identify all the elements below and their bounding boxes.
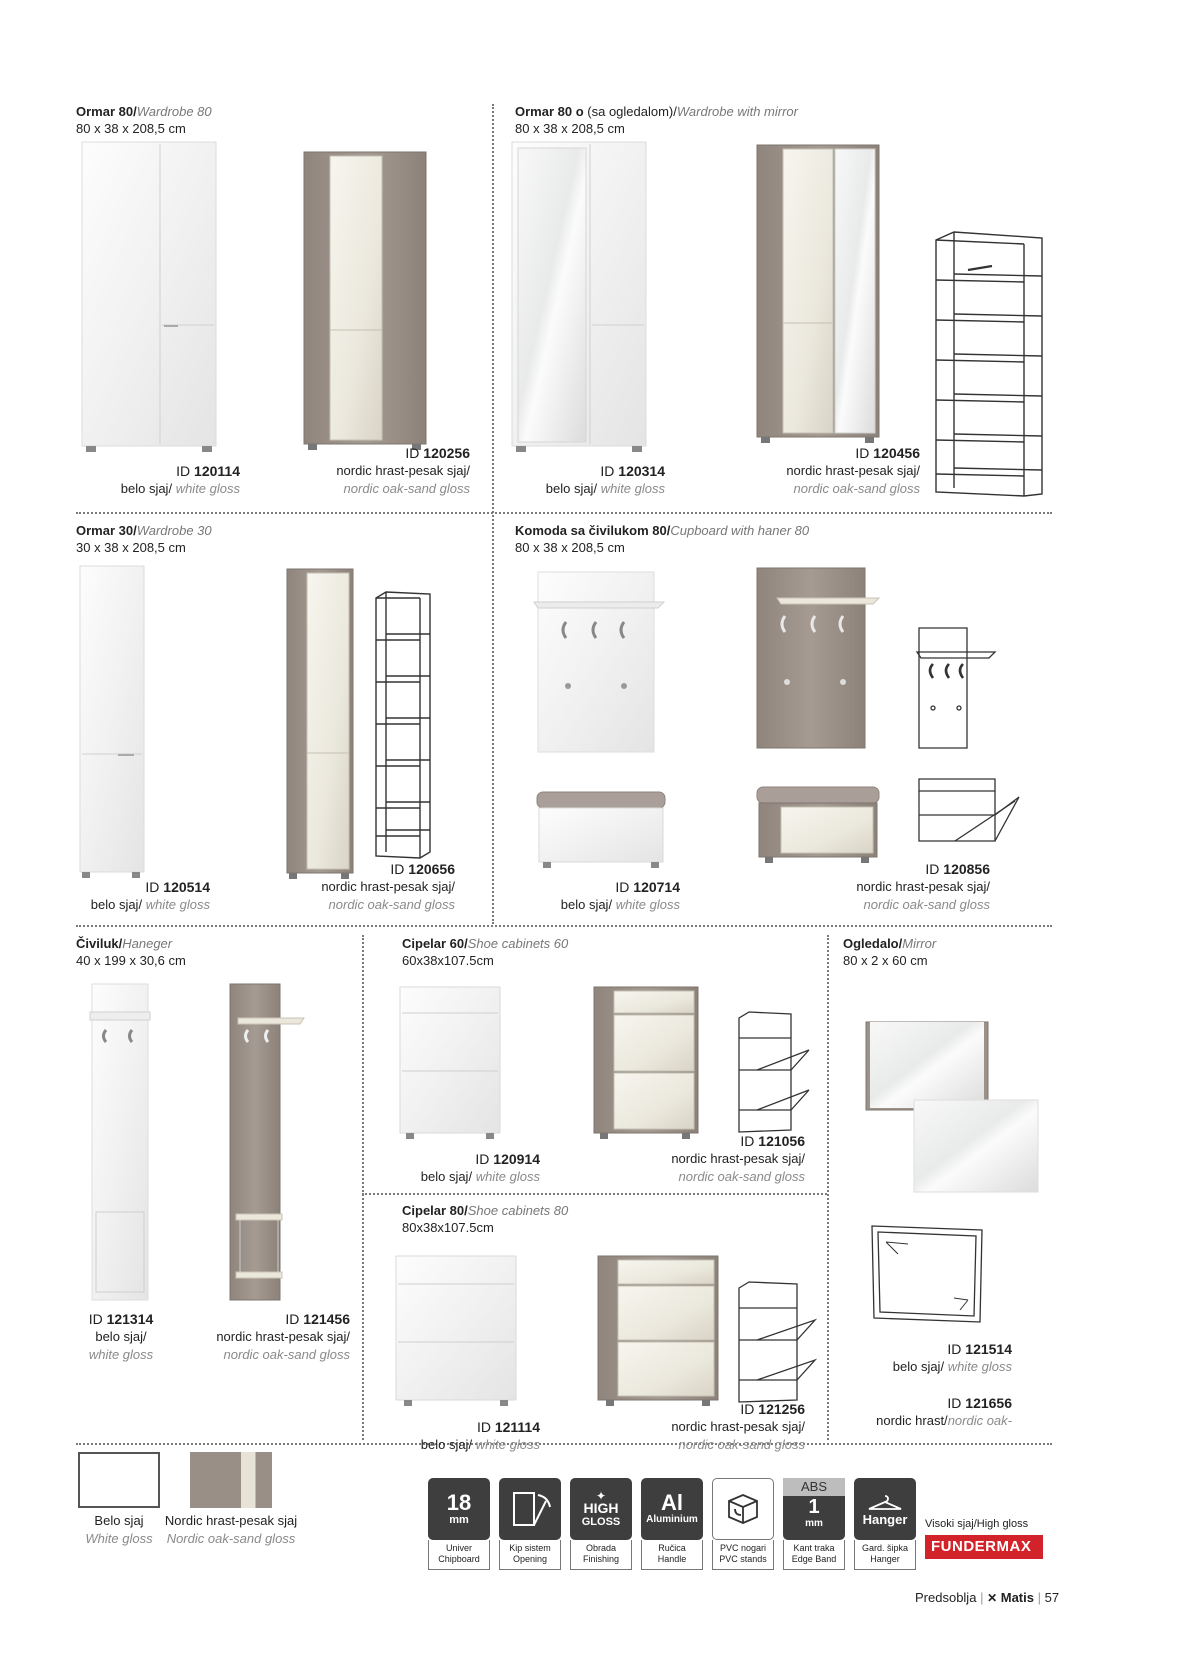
id-civiluk-oak: ID 121456	[285, 1311, 350, 1327]
bench-white-image	[535, 790, 667, 872]
section-title-ormar80: Ormar 80/Wardrobe 80	[76, 104, 212, 119]
finish-cipelar60-oak-en: nordic oak-sand gloss	[678, 1169, 805, 1184]
finish-ormar30-oak-en: nordic oak-sand gloss	[328, 897, 455, 912]
id-ormar80o-white: ID 120314	[600, 463, 665, 479]
wardrobe-30-oak-image	[285, 567, 355, 885]
finish-ormar80o-white: belo sjaj/ white gloss	[545, 481, 665, 496]
feature-hanger: Hanger Gard. šipka Hanger	[854, 1478, 916, 1570]
shoe-cabinet-60-white-image	[398, 985, 502, 1145]
dims-ormar30: 30 x 38 x 208,5 cm	[76, 540, 186, 555]
chipboard-18mm-icon: 18 mm	[428, 1478, 490, 1540]
finish-civiluk-oak-sr: nordic hrast-pesak sjaj/	[216, 1329, 350, 1344]
section-title-cipelar80: Cipelar 80/Shoe cabinets 80	[402, 1203, 569, 1218]
section-title-cipelar60: Cipelar 60/Shoe cabinets 60	[402, 936, 569, 951]
id-ogledalo-white: ID 121514	[947, 1341, 1012, 1357]
aluminium-handle-icon: Al Aluminium	[641, 1478, 703, 1540]
wardrobe-80-oak-image	[302, 150, 428, 456]
wardrobe-30-white-image	[78, 564, 148, 886]
footer-section: Predsoblja	[915, 1590, 977, 1605]
shoe-cabinet-80-oak-image	[596, 1254, 720, 1410]
page-number: 57	[1044, 1590, 1060, 1605]
wardrobe-30-interior-drawing	[372, 590, 434, 862]
id-cipelar80-oak: ID 121256	[740, 1401, 805, 1417]
high-gloss-icon: ✦ HIGH GLOSS	[570, 1478, 632, 1540]
mirror-drawing	[868, 1222, 986, 1326]
divider-h-3	[362, 1193, 827, 1195]
dims-ormar80o: 80 x 38 x 208,5 cm	[515, 121, 625, 136]
section-title-ormar80o: Ormar 80 o (sa ogledalom)/Wardrobe with mirror	[515, 104, 798, 119]
dims-komoda: 80 x 38 x 208,5 cm	[515, 540, 625, 555]
finish-cipelar80-white: belo sjaj/ white gloss	[420, 1437, 540, 1452]
divider-h-4	[76, 1443, 1052, 1445]
shoe-cabinet-60-drawing	[735, 1010, 811, 1136]
swatch-white-label-en: White gloss	[85, 1531, 153, 1546]
high-gloss-label: Visoki sjaj/High gloss	[925, 1518, 1029, 1530]
finish-cipelar60-oak-sr: nordic hrast-pesak sjaj/	[671, 1151, 805, 1166]
section-title-ogledalo: Ogledalo/Mirror	[843, 936, 937, 951]
hanger-panel-white-image	[88, 982, 152, 1304]
shoe-cabinet-80-white-image	[394, 1254, 518, 1410]
finish-cipelar60-white: belo sjaj/ white gloss	[420, 1169, 540, 1184]
dims-cipelar60: 60x38x107.5cm	[402, 953, 494, 968]
section-title-ormar30: Ormar 30/Wardrobe 30	[76, 523, 212, 538]
dims-ogledalo: 80 x 2 x 60 cm	[843, 953, 928, 968]
dims-cipelar80: 80x38x107.5cm	[402, 1220, 494, 1235]
swatch-white-label-sr: Belo sjaj	[94, 1513, 144, 1528]
wardrobe-mirror-white-image	[510, 140, 650, 460]
id-cipelar80-white: ID 121114	[476, 1419, 540, 1435]
id-ormar80-white: ID 120114	[176, 463, 240, 479]
finish-cipelar80-oak-sr: nordic hrast-pesak sjaj/	[671, 1419, 805, 1434]
id-ogledalo-oak: ID 121656	[947, 1395, 1012, 1411]
feature-high-gloss: ✦ HIGH GLOSS Obrada Finishing	[570, 1478, 632, 1570]
id-ormar80o-oak: ID 120456	[855, 445, 920, 461]
feature-aluminium-handle: Al Aluminium Ručica Handle	[641, 1478, 703, 1570]
abs-edge-band-icon: ABS 1 mm	[783, 1478, 845, 1540]
divider-v-top	[492, 104, 494, 924]
finish-ogledalo-oak: nordic hrast/nordic oak-	[876, 1413, 1012, 1428]
section-title-komoda: Komoda sa čivilukom 80/Cupboard with haner 80	[515, 523, 810, 538]
finish-civiluk-white-sr: belo sjaj/	[95, 1329, 147, 1344]
finish-ogledalo-white: belo sjaj/ white gloss	[892, 1359, 1012, 1374]
finish-komoda-oak-en: nordic oak-sand gloss	[863, 897, 990, 912]
page-footer: Predsoblja | ✕ Matis | 57	[915, 1590, 1060, 1605]
id-ormar30-white: ID 120514	[145, 879, 210, 895]
divider-v-bottom-right	[827, 935, 829, 1440]
finish-ormar80-oak-en: nordic oak-sand gloss	[343, 481, 470, 496]
id-ormar80-oak: ID 120256	[405, 445, 470, 461]
feature-pvc-stands: PVC nogari PVC stands	[712, 1478, 774, 1570]
bench-drawing	[915, 775, 1021, 845]
feature-chipboard: 18 mm Univer Chipboard	[428, 1478, 490, 1570]
coat-panel-white-image	[532, 570, 668, 756]
mirror-white-image	[912, 1098, 1040, 1194]
bench-oak-image	[755, 785, 881, 867]
dims-ormar80: 80 x 38 x 208,5 cm	[76, 121, 186, 136]
finish-ormar80-oak-sr: nordic hrast-pesak sjaj/	[336, 463, 470, 478]
swatch-oak-label-sr: Nordic hrast-pesak sjaj	[164, 1513, 298, 1528]
feature-kip-opening: Kip sistem Opening	[499, 1478, 561, 1570]
section-title-civiluk: Čiviluk/Haneger	[76, 936, 173, 951]
footer-brand: ✕ Matis	[987, 1590, 1034, 1605]
coat-panel-drawing	[915, 624, 999, 750]
dims-civiluk: 40 x 199 x 30,6 cm	[76, 953, 186, 968]
id-komoda-oak: ID 120856	[925, 861, 990, 877]
finish-komoda-oak-sr: nordic hrast-pesak sjaj/	[856, 879, 990, 894]
finish-ormar30-white: belo sjaj/ white gloss	[90, 897, 210, 912]
swatch-white	[78, 1452, 160, 1508]
id-civiluk-white: ID 121314	[88, 1311, 154, 1327]
finish-cipelar80-oak-en: nordic oak-sand gloss	[678, 1437, 805, 1452]
pvc-stands-icon	[712, 1478, 774, 1540]
finish-ormar80-white: belo sjaj/ white gloss	[120, 481, 240, 496]
wardrobe-interior-drawing	[932, 230, 1044, 498]
finish-civiluk-oak-en: nordic oak-sand gloss	[223, 1347, 350, 1362]
finish-civiluk-white-en: white gloss	[88, 1347, 154, 1362]
finish-ormar30-oak-sr: nordic hrast-pesak sjaj/	[321, 879, 455, 894]
swatch-oak	[190, 1452, 272, 1508]
shoe-cabinet-60-oak-image	[592, 985, 700, 1143]
finish-ormar80o-oak-sr: nordic hrast-pesak sjaj/	[786, 463, 920, 478]
wardrobe-mirror-oak-image	[755, 143, 881, 449]
id-komoda-white: ID 120714	[615, 879, 680, 895]
shoe-cabinet-80-drawing	[735, 1280, 819, 1406]
kip-opening-icon	[499, 1478, 561, 1540]
id-ormar30-oak: ID 120656	[390, 861, 455, 877]
divider-h-1	[76, 512, 1052, 514]
coat-panel-oak-image	[755, 566, 881, 752]
finish-komoda-white: belo sjaj/ white gloss	[560, 897, 680, 912]
wardrobe-80-white-image	[80, 140, 220, 460]
id-cipelar60-oak: ID 121056	[740, 1133, 805, 1149]
divider-v-bottom-left	[362, 935, 364, 1440]
hanger-panel-oak-image	[228, 982, 306, 1304]
hanger-icon: Hanger	[854, 1478, 916, 1540]
swatch-oak-label-en: Nordic oak-sand gloss	[166, 1531, 296, 1546]
feature-abs-edge: ABS 1 mm Kant traka Edge Band	[783, 1478, 845, 1570]
divider-h-2	[76, 925, 1052, 927]
finish-ormar80o-oak-en: nordic oak-sand gloss	[793, 481, 920, 496]
fundermax-logo: FUNDERMAX	[925, 1535, 1043, 1559]
id-cipelar60-white: ID 120914	[475, 1151, 540, 1167]
